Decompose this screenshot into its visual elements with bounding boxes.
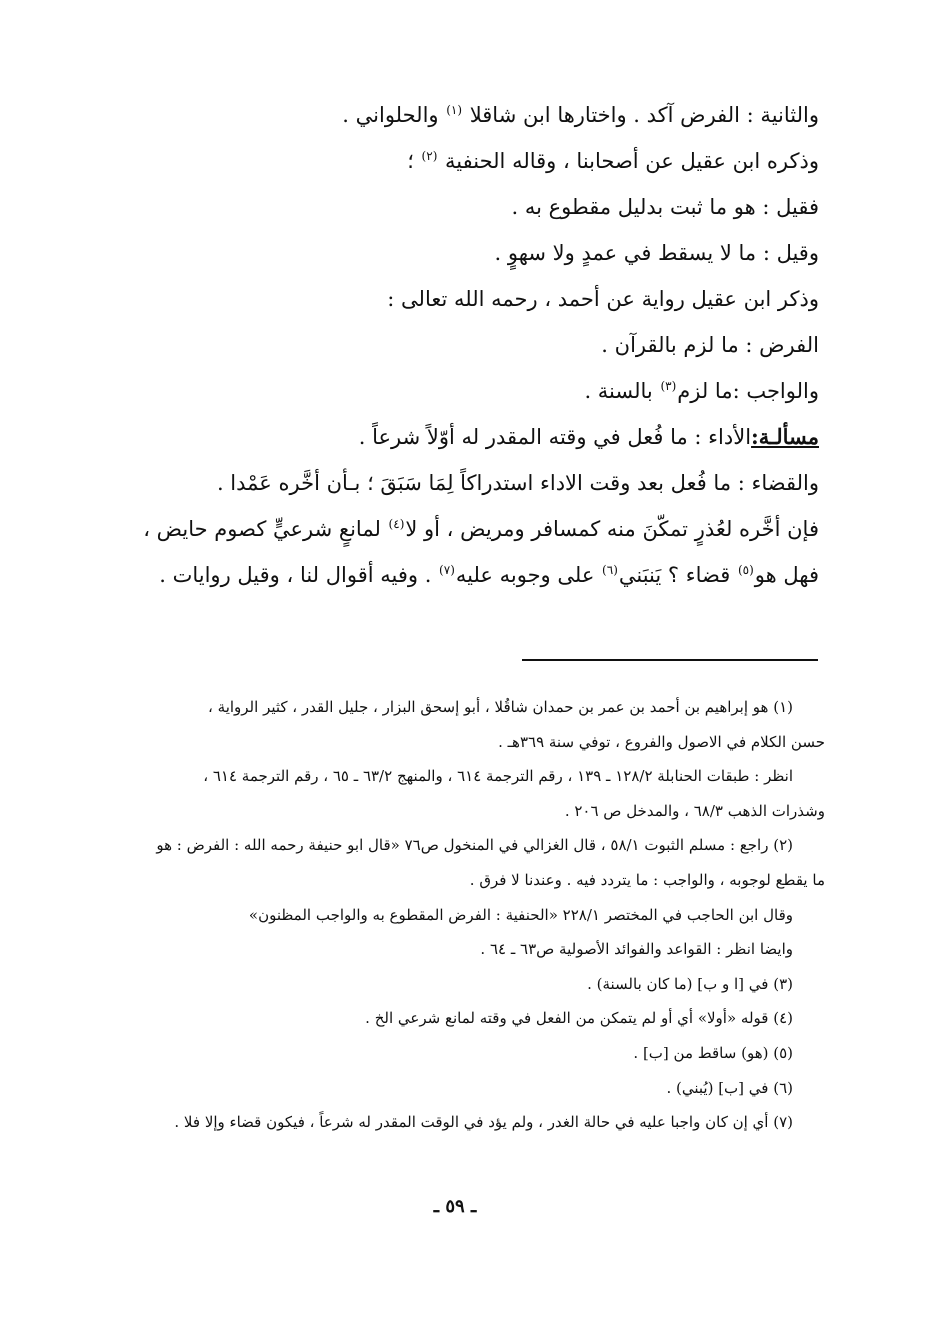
footnote-ref-4[interactable]: (٤) <box>388 517 405 531</box>
footnote-line: (٧) أي إن كان واجبا عليه في حالة الغدر ، ولم يؤد في الوقت المقدر له شرعاً ، فيكون قضاء وإلا فلا . <box>174 1113 793 1132</box>
main-text <box>99 92 819 598</box>
text-line-9: والقضاء : ما فُعل بعد وقت الاداء استدراكاً لِمَا سَبَقَ ؛ بـأن أخَّره عَمْدا . <box>216 471 819 495</box>
footnote-line: وقال ابن الحاجب في المختصر ٢٢٨/١ «الحنفية : الفرض المقطوع به والواجب المظنون» <box>248 905 793 924</box>
footnote-line: (٣) في [ا و ب] (ما كان بالسنة) . <box>587 974 793 993</box>
footnotes <box>85 690 825 1140</box>
footnote-line: (٤) قوله «أولا» أي أو لم يتمكن من الفعل في وقته لمانع شرعي الخ . <box>365 1009 793 1028</box>
text-line-1: والثانية : الفرض آكد . واختارها ابن شاقلا $^{(١)}$ والحلواني . <box>342 103 819 127</box>
text-line-4: وقيل : ما لا يسقط في عمدٍ ولا سهوٍ . <box>494 241 819 265</box>
footnote-line: (١) هو إبراهيم بن أحمد بن عمر بن حمدان شاقُلا ، أبو إسحق البزار ، جليل القدر ، كثير الرواية ، <box>208 698 793 716</box>
text-line-3: فقيل : هو ما ثبت بدليل مقطوع به . <box>511 195 819 219</box>
page-number: ـ ٥٩ ـ <box>433 1196 477 1217</box>
text-line-5: وذكر ابن عقيل رواية عن أحمد ، رحمه الله تعالى : <box>387 287 819 311</box>
masala-heading: مسألـة: <box>751 424 819 449</box>
text-line-11: فهل هو$^{(٥)}$ قضاء ؟ يَنبَني$^{(٦)}$ على وجوبه عليه$^{(٧)}$ . وفيه أقوال لنا ، وقيل روايات . <box>159 563 819 587</box>
footnote-ref-6[interactable]: (٦) <box>602 563 618 577</box>
footnote-ref-2[interactable]: (٢) <box>421 149 438 163</box>
text-line-8: مسألـة:الأداء : ما فُعل في وقته المقدر له أوّلاً شرعاً . <box>358 424 819 449</box>
text-line-7: والواجب :ما لزم$^{(٣)}$ بالسنة . <box>584 379 819 403</box>
footnote-line: (٦) في [ب] (يُبني) . <box>666 1078 793 1097</box>
text-line-10: فإن أخَّره لعُذرٍ تمكّنَ منه كمسافر ومريض ، أو لا$^{(٤)}$ لمانعٍ شرعيٍّ كصوم حايض ، <box>143 517 819 541</box>
text-line-6: الفرض : ما لزم بالقرآن . <box>601 333 819 357</box>
footnote-ref-1[interactable]: (١) <box>446 103 463 117</box>
text-line-2: وذكره ابن عقيل عن أصحابنا ، وقاله الحنفية $^{(٢)}$ ؛ <box>407 149 819 173</box>
footnote-line: وايضا انظر : القواعد والفوائد الأصولية ص٦٣ ـ ٦٤ . <box>480 940 793 959</box>
footnote-line: (٢) راجع : مسلم الثبوت ٥٨/١ ، قال الغزالي في المنخول ص٧٦ «قال ابو حنيفة رحمه الله : الفرض : هو <box>156 836 793 855</box>
footnote-line: ما يقطع لوجوبه ، والواجب : ما يتردد فيه . وعندنا لا فرق . <box>469 870 825 889</box>
footnote-ref-5[interactable]: (٥) <box>737 563 754 577</box>
footnote-line: انظر : طبقات الحنابلة ١٢٨/٢ ـ ١٣٩ ، رقم الترجمة ٦١٤ ، والمنهج ٦٣/٢ ـ ٦٥ ، رقم الترجمة ٦١٤ ، <box>203 767 793 786</box>
footnote-line: حسن الكلام في الاصول والفروع ، توفي سنة ٣٦٩هـ . <box>498 732 825 751</box>
footnote-ref-7[interactable]: (٧) <box>439 563 455 577</box>
footnote-ref-3[interactable]: (٣) <box>660 379 677 393</box>
footnote-line: (٥) (هو) ساقط من [ب] . <box>633 1043 793 1062</box>
footnote-separator <box>522 659 818 661</box>
footnote-line: وشذرات الذهب ٦٨/٣ ، والمدخل ص ٢٠٦ . <box>564 801 825 820</box>
